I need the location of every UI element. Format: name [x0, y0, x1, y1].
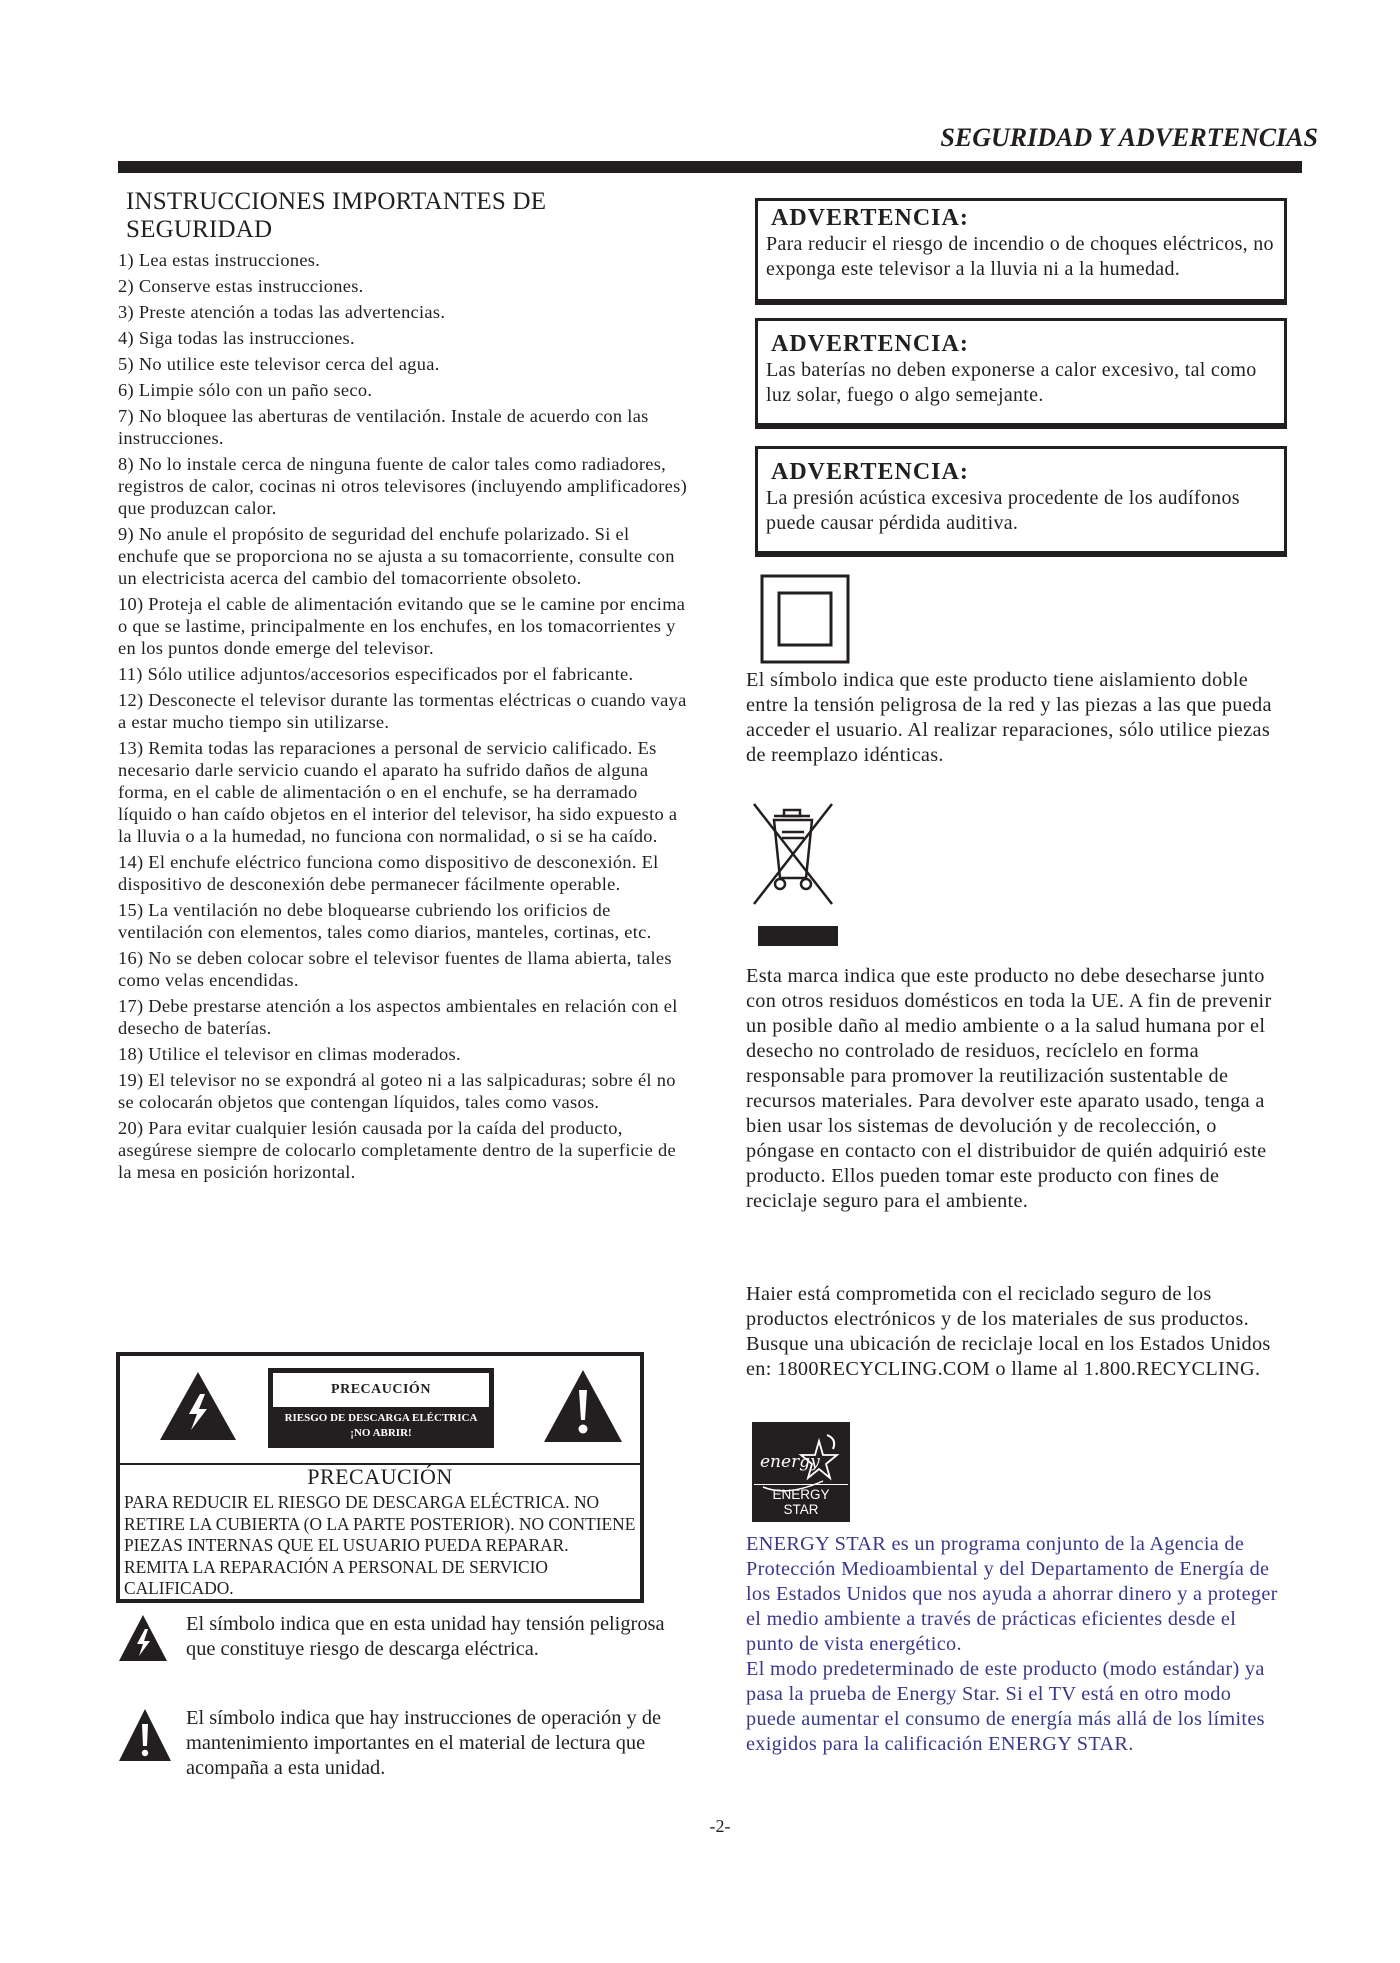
warning-text: Para reducir el riesgo de incendio o de choques eléctricos, no exponga este televisor a la lluvia ni a la humedad.: [766, 233, 1274, 280]
energy-star-text: [746, 1532, 1286, 1757]
lightning-warning-icon: [158, 1370, 238, 1442]
warning-box-rain: [755, 198, 1287, 302]
list-item: 1) Lea estas instrucciones.: [118, 250, 321, 270]
list-item: 3) Preste atención a todas las advertencias.: [118, 302, 446, 322]
warning-text: Las baterías no deben exponerse a calor excesivo, tal como luz solar, fuego o algo semejante.: [766, 359, 1257, 406]
safety-instructions-title: INSTRUCCIONES IMPORTANTES DE SEGURIDAD: [126, 188, 547, 243]
energy-star-script: energy: [760, 1452, 820, 1472]
exclamation-warning-icon: [542, 1368, 624, 1444]
caution-label-title: PRECAUCIÓN: [273, 1373, 489, 1407]
haier-recycling-text: Haier está comprometida con el reciclado seguro de los productos electrónicos y de los materiales de sus productos. Busque una ubicación de reciclaje local en los Estados Unidos en: 1800RECYCLING.COM o llame al 1.800.RECYCLING.: [746, 1283, 1271, 1380]
caution-label-line: RIESGO DE DESCARGA ELÉCTRICA: [284, 1412, 478, 1424]
list-item: 4) Siga todas las instrucciones.: [118, 328, 355, 348]
list-item: 5) No utilice este televisor cerca del agua.: [118, 354, 440, 374]
list-item: 2) Conserve estas instrucciones.: [118, 276, 364, 296]
safety-instructions-section: [118, 188, 688, 1187]
list-item: 20) Para evitar cualquier lesión causada por la caída del producto, asegúrese siempre de colocarlo completamente dentro de la superficie de la mesa en posición horizontal.: [118, 1118, 676, 1182]
list-item: 9) No anule el propósito de seguridad del enchufe polarizado. Si el enchufe que se proporciona no se ajusta a su tomacorriente, consulte con un electricista acerca del cambio del tomacorriente obsoleto.: [118, 524, 675, 588]
caution-label: [268, 1368, 494, 1448]
list-item: 7) No bloquee las aberturas de ventilación. Instale de acuerdo con las instrucciones.: [118, 406, 649, 448]
header-rule: [118, 161, 1302, 173]
warning-title: ADVERTENCIA:: [771, 205, 969, 231]
energy-star-paragraph: El modo predeterminado de este producto (modo estándar) ya pasa la prueba de Energy Star. Si el TV está en otro modo puede aumentar el consumo de energía más allá de los límites exigidos para la calificación ENERGY STAR.: [746, 1658, 1265, 1755]
warning-title: ADVERTENCIA:: [771, 459, 969, 485]
warning-box-batteries: [755, 318, 1287, 426]
page-number: -2-: [709, 1816, 731, 1836]
energy-star-paragraph: ENERGY STAR es un programa conjunto de la Agencia de Protección Medioambiental y del Departamento de Energía de los Estados Unidos que nos ayuda a ahorrar dinero y a proteger el medio ambiente a través de prácticas eficientes desde el punto de vista energético.: [746, 1533, 1278, 1655]
list-item: 15) La ventilación no debe bloquearse cubriendo los orificios de ventilación con elementos, tales como diarios, manteles, cortinas, etc.: [118, 900, 652, 942]
list-item: 12) Desconecte el televisor durante las tormentas eléctricas o cuando vaya a estar mucho tiempo sin utilizarse.: [118, 690, 687, 732]
list-item: 18) Utilice el televisor en climas moderados.: [118, 1044, 461, 1064]
caution-label-line: ¡NO ABRIR!: [350, 1427, 412, 1439]
warning-title: ADVERTENCIA:: [771, 331, 969, 357]
list-item: 17) Debe prestarse atención a los aspectos ambientales en relación con el desecho de baterías.: [118, 996, 678, 1038]
list-item: 16) No se deben colocar sobre el televisor fuentes de llama abierta, tales como velas encendidas.: [118, 948, 672, 990]
weee-recycle-bin-icon: [748, 802, 838, 946]
exclamation-warning-icon: [118, 1708, 172, 1762]
double-insulation-text: El símbolo indica que este producto tiene aislamiento doble entre la tensión peligrosa de la red y las piezas a las que pueda acceder el usuario. Al realizar reparaciones, sólo utilice piezas de reemplazo idénticas.: [746, 669, 1272, 766]
caution-heading: PRECAUCIÓN: [307, 1464, 453, 1489]
lightning-symbol-text: El símbolo indica que en esta unidad hay tensión peligrosa que constituye riesgo de descarga eléctrica.: [186, 1613, 665, 1660]
list-item: 11) Sólo utilice adjuntos/accesorios especificados por el fabricante.: [118, 664, 634, 684]
list-item: 10) Proteja el cable de alimentación evitando que se le camine por encima o que se lastime, principalmente en los enchufes, en los tomacorrientes y en los puntos donde emerge del televisor.: [118, 594, 686, 658]
energy-star-label: ENERGY STAR: [754, 1484, 848, 1517]
warning-box-headphones: [755, 446, 1287, 554]
exclamation-symbol-text: El símbolo indica que hay instrucciones de operación y de mantenimiento importantes en el material de lectura que acompaña a esta unidad.: [186, 1707, 662, 1779]
weee-text: Esta marca indica que este producto no debe desecharse junto con otros residuos domésticos en toda la UE. A fin de prevenir un posible daño al medio ambiente o a la salud humana por el desecho no controlado de residuos, recíclelo en forma responsable para promover la reutilización sustentable de recursos materiales. Para devolver este aparato usado, tenga a bien usar los sistemas de devolución y de recolección, o póngase en contacto con el distribuidor de quién adquirió este producto. Ellos pueden tomar este producto con fines de reciclaje seguro para el ambiente.: [746, 965, 1272, 1212]
list-item: 19) El televisor no se expondrá al goteo ni a las salpicaduras; sobre él no se colocarán objetos que contengan líquidos, tales como vasos.: [118, 1070, 676, 1112]
list-item: 6) Limpie sólo con un paño seco.: [118, 380, 373, 400]
list-item: 8) No lo instale cerca de ninguna fuente de calor tales como radiadores, registros de calor, cocinas ni otros televisores (incluyendo amplificadores) que produzcan calor.: [118, 454, 688, 518]
list-item: 14) El enchufe eléctrico funciona como dispositivo de desconexión. El dispositivo de desconexión debe permanecer fácilmente operable.: [118, 852, 659, 894]
list-item: 13) Remita todas las reparaciones a personal de servicio calificado. Es necesario darle servicio cuando el aparato ha sufrido daños de alguna forma, en el cable de alimentación o en el enchufe, se ha derramado líquido o han caído objetos en el interior del televisor, ha sido expuesto a la lluvia o a la humedad, no funciona con normalidad, o si se ha caído.: [118, 738, 678, 846]
lightning-warning-icon: [118, 1614, 168, 1662]
warning-text: La presión acústica excesiva procedente de los audífonos puede causar pérdida auditiva.: [766, 487, 1240, 534]
page-header-title: SEGURIDAD Y ADVERTENCIAS: [940, 123, 1318, 152]
double-insulation-icon: [760, 574, 850, 664]
energy-star-logo: [752, 1422, 850, 1522]
instructions-list: [118, 249, 688, 1183]
caution-box: [116, 1352, 644, 1603]
caution-body: PARA REDUCIR EL RIESGO DE DESCARGA ELÉCTRICA. NO RETIRE LA CUBIERTA (O LA PARTE POSTERIOR). NO CONTIENE PIEZAS INTERNAS QUE EL USUARIO PUEDA REPARAR. REMITA LA REPARACIÓN A PERSONAL DE SERVICIO CALIFICADO.: [124, 1492, 636, 1598]
caution-label-subtitle: [268, 1411, 494, 1441]
